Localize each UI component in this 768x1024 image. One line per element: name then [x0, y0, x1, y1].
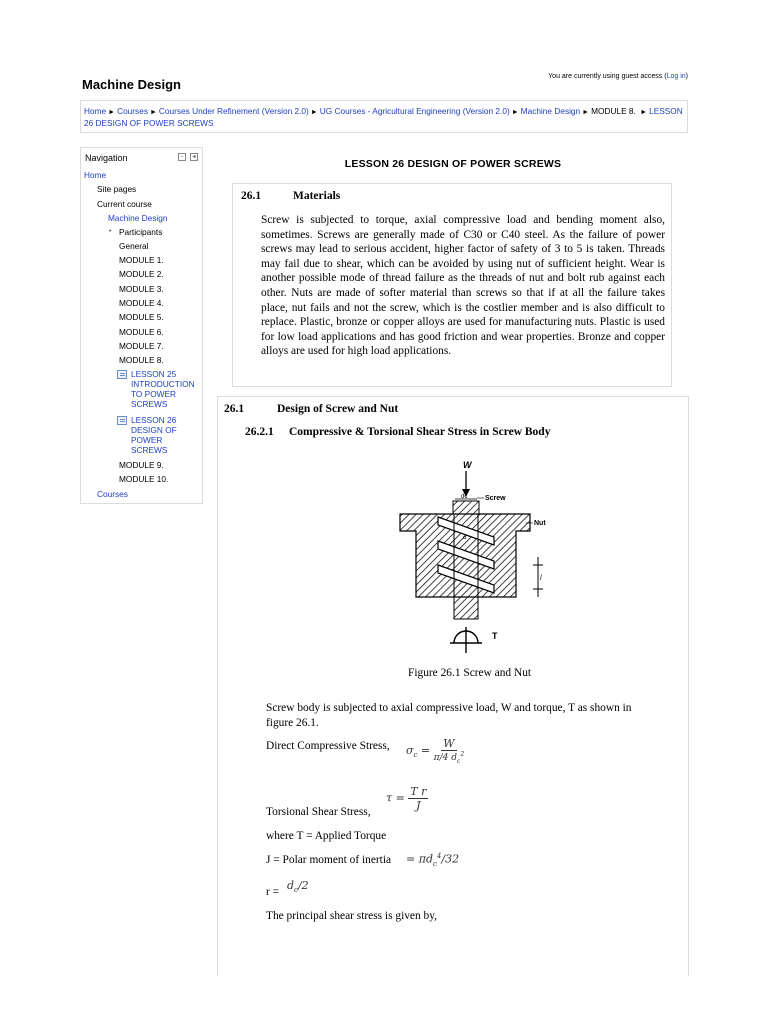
nav-lesson-26-line-3: POWER	[131, 435, 163, 445]
nav-lesson-25-line-2: INTRODUCTION	[131, 379, 195, 389]
paragraph-line-2: figure 26.1.	[266, 717, 319, 729]
login-close: )	[685, 73, 688, 80]
materials-title: Materials	[293, 190, 341, 202]
nav-module-2[interactable]: MODULE 2.	[119, 269, 164, 279]
nav-home[interactable]: Home	[84, 170, 107, 180]
nav-lesson-25-line-4: SCREWS	[131, 399, 168, 409]
d-label: d	[463, 535, 467, 541]
w-label: W	[463, 460, 472, 470]
figure-caption: Figure 26.1 Screw and Nut	[408, 667, 532, 679]
subsection-number: 26.2.1	[245, 426, 274, 438]
screw-label: Screw	[485, 495, 506, 502]
radius-formula: $d_c/2$	[287, 879, 309, 895]
breadcrumb-courses-under-refinement[interactable]: Courses Under Refinement (Version 2.0)	[158, 106, 309, 116]
nav-lesson-26-line-2: DESIGN OF	[131, 425, 177, 435]
nav-module-1[interactable]: MODULE 1.	[119, 255, 164, 265]
login-text: You are currently using guest access (	[548, 73, 667, 80]
materials-section	[232, 183, 672, 387]
design-title: Design of Screw and Nut	[277, 403, 399, 415]
nav-module-10[interactable]: MODULE 10.	[119, 474, 169, 484]
nav-lesson-25[interactable]	[131, 369, 195, 409]
nav-machine-design[interactable]: Machine Design	[108, 213, 168, 223]
radius-label: r =	[266, 886, 280, 898]
direct-stress-formula: $\sigma_c$ = $\frac{W}{\pi/4 d_c^2}$	[406, 737, 465, 765]
login-link[interactable]: Log in	[666, 73, 686, 80]
breadcrumb-home[interactable]: Home	[84, 106, 107, 116]
breadcrumb-separator: ►	[310, 109, 318, 116]
nut-label: Nut	[534, 520, 546, 527]
nav-module-7[interactable]: MODULE 7.	[119, 341, 164, 351]
navigation-block	[80, 147, 203, 504]
nav-lesson-26-line-4: SCREWS	[131, 445, 168, 455]
nav-module-5[interactable]: MODULE 5.	[119, 312, 164, 322]
breadcrumb-courses[interactable]: Courses	[117, 106, 148, 116]
navigation-title: Navigation	[85, 153, 128, 163]
login-info	[548, 73, 688, 80]
nav-site-pages[interactable]: Site pages	[97, 184, 137, 194]
breadcrumb-module-8: MODULE 8.	[591, 106, 636, 116]
breadcrumb	[80, 100, 688, 133]
dc-label: dc	[461, 494, 468, 500]
breadcrumb-ug-courses[interactable]: UG Courses - Agricultural Engineering (Version 2.0)	[319, 106, 510, 116]
document-icon	[117, 370, 127, 379]
nav-participants[interactable]: • Participants	[119, 227, 162, 237]
nav-module-4[interactable]: MODULE 4.	[119, 298, 164, 308]
breadcrumb-machine-design[interactable]: Machine Design	[520, 106, 581, 116]
nav-module-9[interactable]: MODULE 9.	[119, 460, 164, 470]
direct-stress-label: Direct Compressive Stress,	[266, 740, 390, 752]
screw-nut-figure	[388, 457, 558, 657]
nav-module-6[interactable]: MODULE 6.	[119, 327, 164, 337]
where-torque: where T = Applied Torque	[266, 830, 387, 842]
nav-courses[interactable]: Courses	[97, 489, 128, 499]
subsection-title: Compressive & Torsional Shear Stress in Screw Body	[289, 426, 551, 438]
nav-current-course[interactable]: Current course	[97, 199, 152, 209]
nav-lesson-25-line-1: LESSON 25	[131, 369, 177, 379]
materials-number: 26.1	[241, 190, 262, 202]
breadcrumb-separator: ►	[149, 109, 157, 116]
torsional-stress-label: Torsional Shear Stress,	[266, 806, 371, 818]
polar-moment-label: J = Polar moment of inertia	[266, 854, 392, 866]
lesson-title: LESSON 26 DESIGN OF POWER SCREWS	[344, 158, 562, 170]
document-icon	[117, 416, 127, 425]
breadcrumb-separator: ►	[582, 109, 590, 116]
breadcrumb-lesson-26[interactable]: LESSON 26 DESIGN OF POWER SCREWS	[84, 106, 683, 128]
breadcrumb-separator: ►	[640, 109, 648, 116]
dock-icon[interactable]: ◂	[190, 153, 198, 161]
nav-lesson-26-line-1: LESSON 26	[131, 415, 177, 425]
nav-lesson-26[interactable]	[131, 415, 177, 455]
nav-lesson-25-line-3: TO POWER	[131, 389, 177, 399]
nav-module-3[interactable]: MODULE 3.	[119, 284, 164, 294]
breadcrumb-separator: ►	[511, 109, 519, 116]
site-title: Machine Design	[82, 77, 181, 92]
design-section	[217, 396, 689, 976]
collapse-icon[interactable]: −	[178, 153, 186, 161]
nav-general[interactable]: General	[119, 241, 149, 251]
paragraph-line-1: Screw body is subjected to axial compressive load, W and torque, T as shown in	[266, 702, 632, 714]
polar-moment-formula: = $\pi d_c^4/32$	[406, 852, 460, 868]
nav-module-8[interactable]: MODULE 8.	[119, 355, 164, 365]
design-number: 26.1	[224, 403, 245, 415]
t-label: T	[492, 631, 498, 641]
torsional-stress-formula: τ = $\frac{\text{T r}}{J}$	[386, 785, 427, 812]
breadcrumb-separator: ►	[108, 109, 116, 116]
materials-paragraph: Screw is subjected to torque, axial compressive load and bending moment also, sometimes. Screws are generally made of C30 or C40 steel. As the failure of power screws may lead to serious accident, higher factor of safety of 3 to 5 is taken. Threads may fail due to shear, which can be avoided by using nut of sufficient height. Wear is another possible mode of thread failure as the threads of nut and bolt rub against each other. Nuts are made of softer material than screws so that if at all the failure takes place, nut fails and not the screw, which is the costlier member and is also difficult to replace. Plastic, bronze or copper alloys are used for manufacturing nuts. Plastic is used for low load applications and has good friction and wear properties. Bronze and copper alloys are used for high load applications.	[261, 214, 665, 358]
pitch-label: l	[540, 575, 542, 582]
navigation-header	[81, 148, 202, 168]
principal-stress-label: The principal shear stress is given by,	[266, 910, 438, 922]
